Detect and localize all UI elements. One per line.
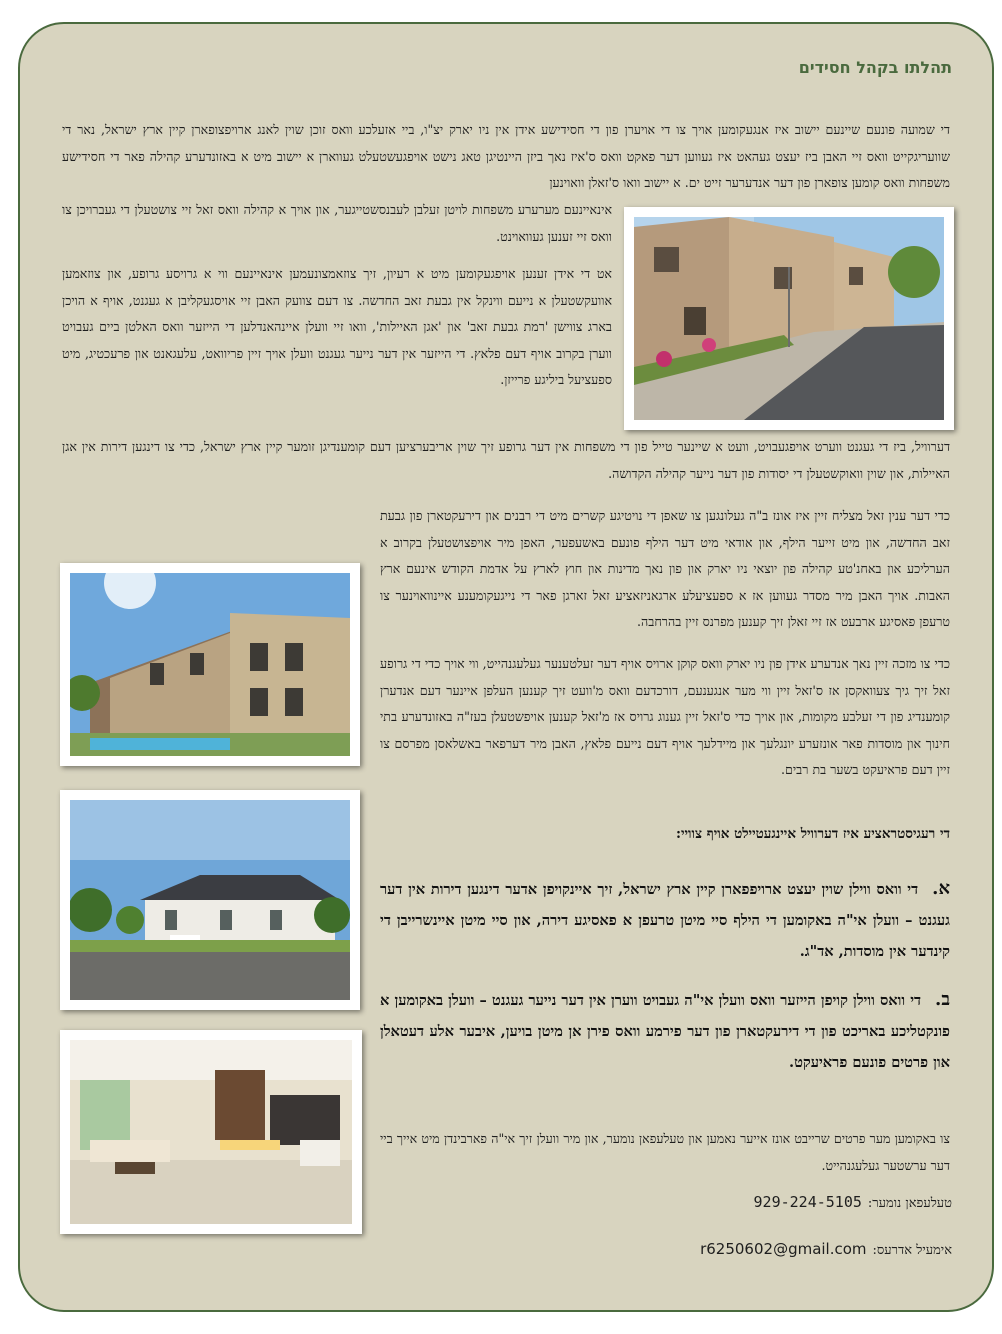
living-room-photo: [60, 1030, 362, 1234]
paragraph-moving: דערוויל, ביז די געגנט ווערט אויפגעבויט, וועט א שיינער טייל פון די משפחות אין דער גרופע זיך שוין אריבערציען דעם קומענדיגן זומער קיין ארץ ישראל, כדי צו דינגען דירות אין אגן האיילות, און שוין וואוקשטעלן די יסודות פון דער נייער קהילה הקדושה.: [62, 439, 950, 481]
item-b-text: די וואס ווילן קויפן הייזער וואס וועלן אי"ה געבויט ווערן אין דער נייער געגנט – וועלן באקומען א פונקטליכע באריכט פון די דירעקטארן פון דער פירמע וואס פירן אן מיטן בויען, איבער אלע דעטאלן און פרטים פונעם פראיעקט.: [380, 992, 950, 1071]
paragraph-intro: די שמועה פונעם שיינעם יישוב איז אנגעקומען אויך צו די אויערן פון די חסידישע אידן אין ניו יארק יצ"ו, ביי אזעלכע וואס זוכן שוין לאנג ארויפצופארן קיין ארץ ישראל, נאר די שוועריגקייט וואס זיי האבן ביז יעצט געהאט איז געווען דער פאקט וואס ס'איז נאך ביזן היינטיגן טאג נישט אויפגעשטעלט געווארן א יישוב מיט א באזונדערע קהילה פאר די חסידישע משפחות וואס קומען צופארן פון דער אנדערער זייט ים. א יישוב וואו ס'זאלן וואוינען: [62, 122, 950, 190]
phone-number: 929-224-5105: [753, 1193, 862, 1211]
registration-item-a: [380, 873, 950, 967]
email-label: אימעיל אדרעס:: [872, 1243, 952, 1258]
cottage-image: [70, 800, 350, 1000]
phone-row: [754, 1193, 952, 1211]
email-address[interactable]: r6250602@gmail.com: [700, 1240, 867, 1258]
living-room-image: [70, 1040, 352, 1224]
registration-heading: די רעגיסטראציע איז דערוויל איינגעטיילט אויף צוויי:: [675, 826, 950, 842]
paragraph-publicize: כדי צו מזכה זיין נאך אנדערע אידן פון ניו יארק וואס קוקן ארויס אויף דער זעלטענער געלעגנהייט, ווי אויך כדי די גרופע זאל זיך גיך צעוואקסן אז ס'זאל זיין ווי מער אנגענעם, דורכדעם וואס מ'וועט זיך קענען העלפן איינער דעם אנדערן קומענדיג פון די זעלבע מקומות, און אויך כדי ס'זאל זיין גענוג גרויס אז מ'זאל קענען אויפשטעלן בעז"ה באזונדערע בתי חינוך און מוסדות פאר אונזערע יונגלעך און מיידלעך אויף דעם נייעם פלאץ, האבן מיר דערפאר באשלאסן מפרסם צו זיין דעם פראיעקט בשער בת רבים.: [380, 656, 950, 777]
street-photo: [624, 207, 954, 430]
villa-pool-photo: [60, 563, 360, 766]
page-title: תהלתו בקהל חסידים: [798, 58, 952, 77]
email-row: [700, 1240, 952, 1258]
street-image: [634, 217, 944, 420]
villa-image: [70, 573, 350, 756]
white-cottage-photo: [60, 790, 360, 1010]
phone-label: טעלעפאן נומער:: [867, 1196, 952, 1211]
closing-paragraph: צו באקומען מער פרטים שרייבט אונז אייער נאמען און טעלעפאן נומער, און מיר וועלן זיך אי"ה פארבינדן מיט אייך ביי דער ערשטער געלעגנהייט.: [380, 1131, 950, 1173]
item-a-text: די וואס ווילן שוין יעצט ארויפפארן קיין ארץ ישראל, זיך איינקויפן אדער דינגען דירות אין דער געגנט – וועלן אי"ה באקומען די הילף סיי מיטן טרעפן א פאסיגע דירה, און סיי מיטן איינשרייבן די קינדער אין מוסדות, אד"ג.: [380, 881, 950, 960]
paragraph-location: אט די אידן זענען אויפגעקומען מיט א רעיון, זיך צוזאמצונעמען אינאיינעם ווי א גרויסע גרופע, און צוזאמען אוועקשטעלן א נייעם ווינקל אין גבעת זאב החדשה. צו דעם צוועק האבן זיי אויסגעקליבן א געגנט, אויף א הויכן בארג צווישן 'רמת גבעת זאב' און 'אגן האיילות', וואו זיי וועלן איינהאנדלען די הייזער וואס האלטן ביים געבויט ווערן בקרוב אויף דעם פלאץ. די הייזער אין דער נייער געגנט וועלן אויך זיין פריוואט, עלעגאנט און פרעכטיג, מיט ספעציעל ביליגע פרייזן.: [62, 266, 612, 387]
item-a-marker: א.: [932, 878, 950, 899]
item-b-marker: ב.: [935, 989, 950, 1010]
registration-item-b: [380, 984, 950, 1078]
paragraph-community: אינאיינעם מערערע משפחות לויטן זעלבן לעבנסשטייגער, און אויך א קהילה וואס זאל זיי צושטעלן די געברויכן צו וואס זיי זענען געוואוינט.: [62, 202, 612, 244]
paragraph-rabbis: כדי דער ענין זאל מצליח זיין איז אונז ב"ה געלונגען צו שאפן די נויטיגע קשרים מיט די רבנים און דירעקטארן פון גבעת זאב החדשה, און מיט זייער הילף, און אודאי מיט דער הילף פונעם באשעפער, האפן מיר אויפצושטעלן בקרוב א הערליכע און באחנ'טע קהילה פון יוצאי ניו יארק און פון נאך מדינות און חוץ לארץ על אדמת הקודש אינעם ארץ האבות. אויך האבן מיר מסדר געווען אז א ספעציעלע ארגאניזאציע זאל זארגן פאר די נייגעקומענע איינוואוינער צו טרעפן פאסיגע ארבעט אז זיי זאלן זיך קענען מפרנס זיין בהרחבה.: [380, 508, 950, 629]
